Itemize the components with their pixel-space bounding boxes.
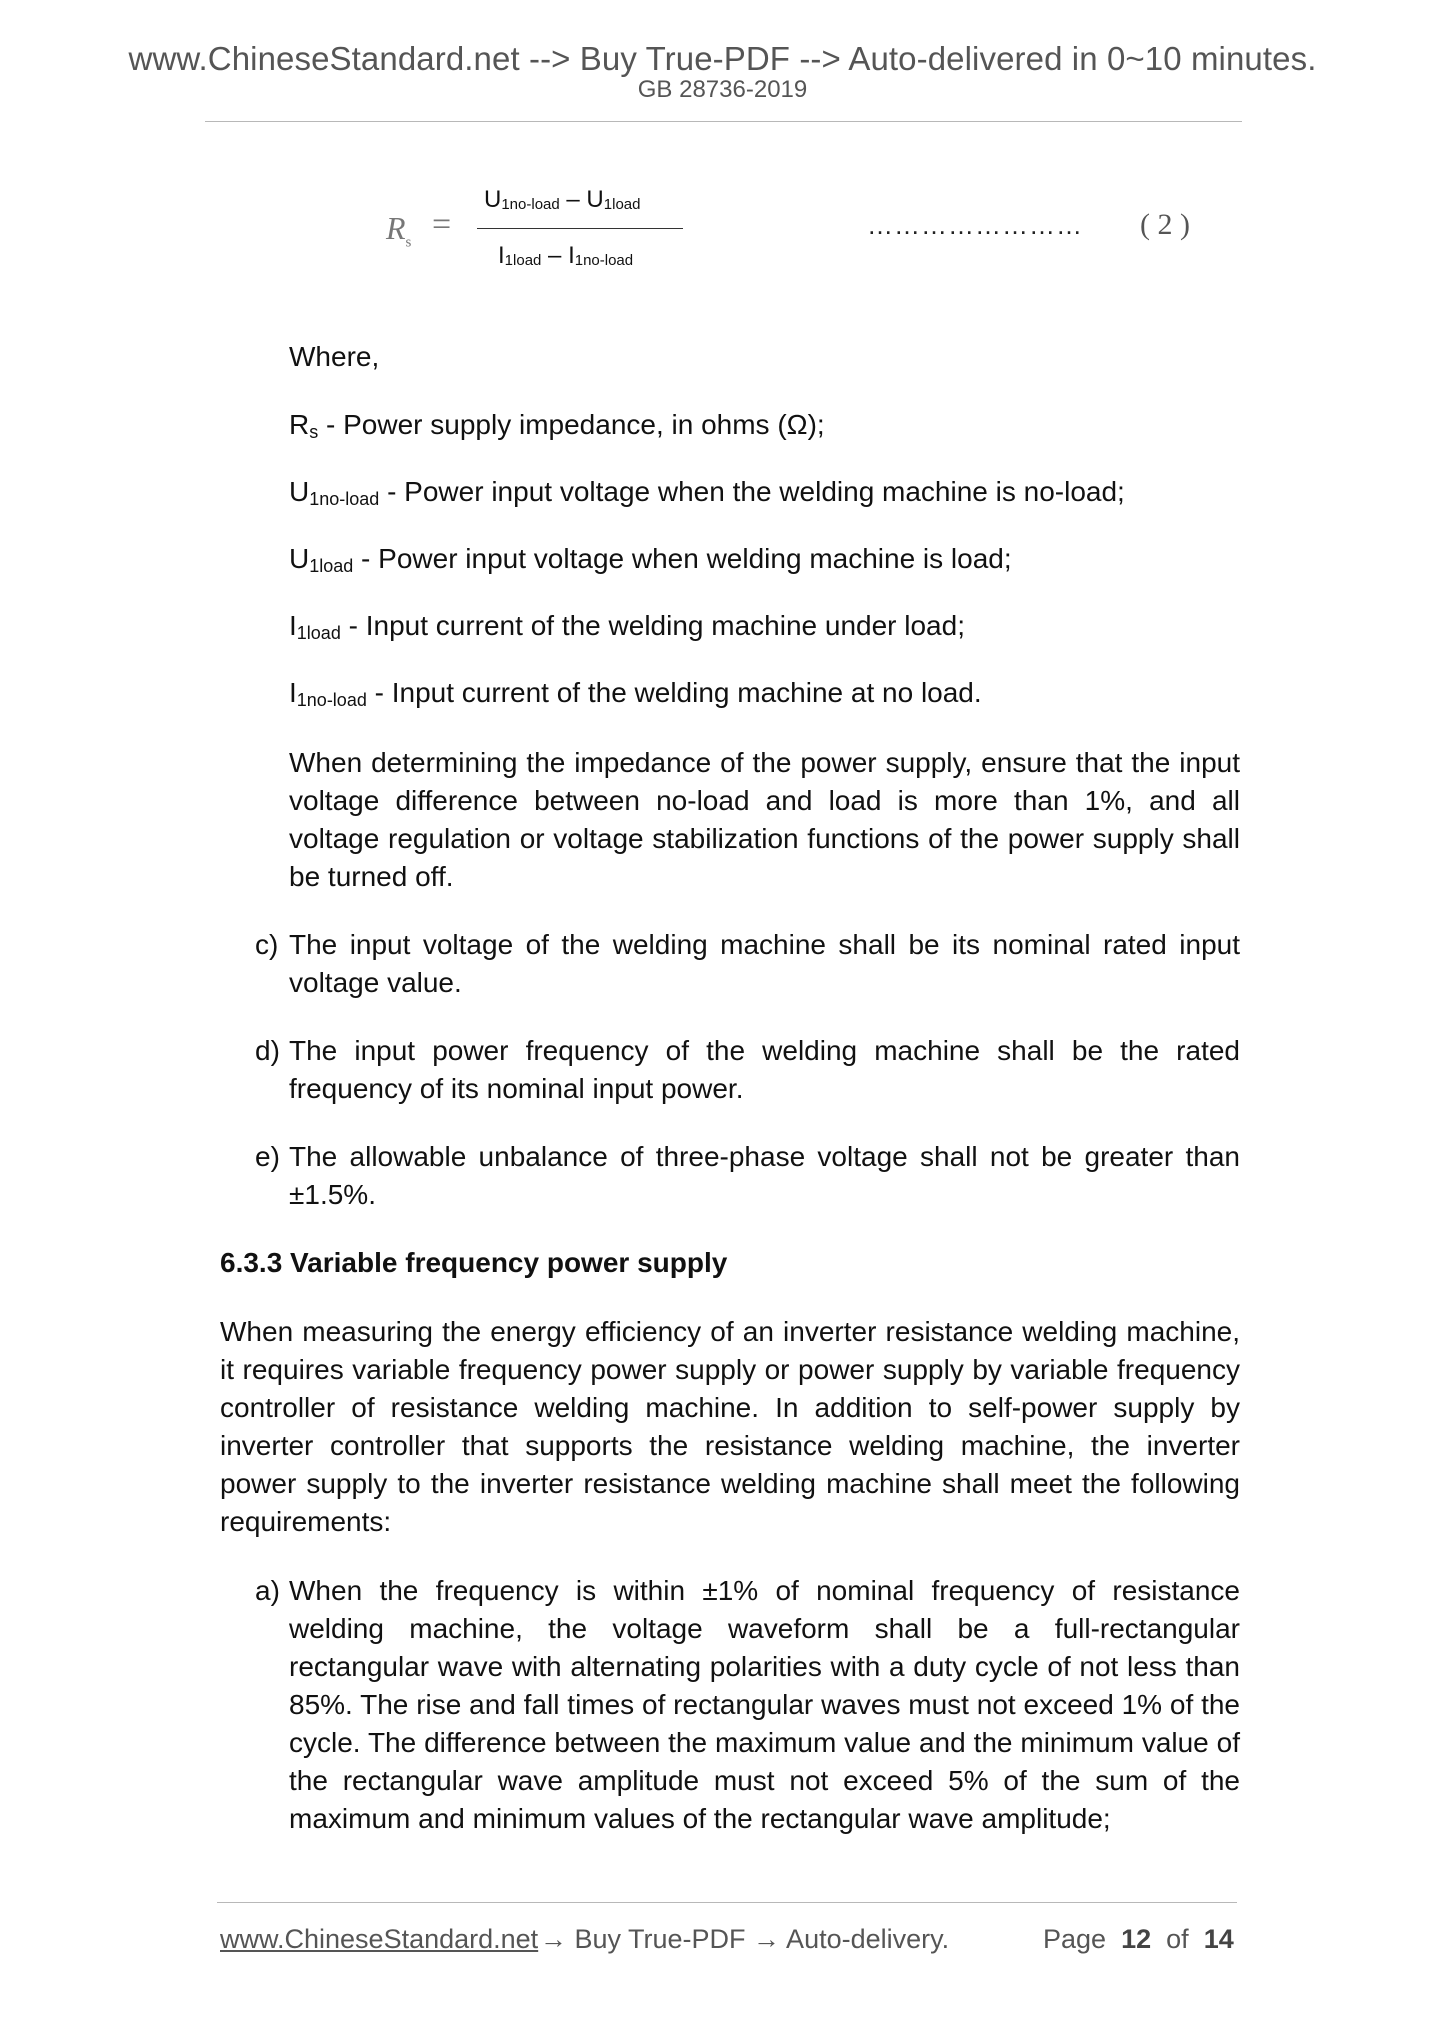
footer-site-link[interactable]: www.ChineseStandard.net [220,1924,539,1954]
fraction-bar [477,228,683,229]
list-item-d [255,1032,1240,1108]
list-label: d) [255,1035,280,1066]
page-indicator: Page 12 of 14 [1043,1924,1234,1954]
list-item-c [255,926,1240,1002]
list-text: The input voltage of the welding machine shall be its nominal rated input voltage value. [289,929,1240,998]
impedance-note: When determining the impedance of the power supply, ensure that the input voltage difference between no-load and load is more than 1%, and all voltage regulation or voltage stabilization functions of the power supply shall be turned off. [289,747,1240,892]
footer-tagline: → Buy True-PDF → Auto-delivery. [540,1924,950,1954]
total-pages: 14 [1203,1924,1234,1954]
footer-divider [217,1902,1237,1903]
list-label: e) [255,1141,280,1172]
formula-leader-dots: …………………… [867,210,1083,240]
standard-number: GB 28736-2019 [637,76,808,103]
list-item-e [255,1138,1240,1214]
current-page: 12 [1121,1924,1152,1954]
definition-u1-load: $U_{1load}$ - Power input voltage when welding machine is load; [289,543,1012,576]
list-text: When the frequency is within ±1% of nominal frequency of resistance welding machine, the voltage waveform shall be a full-rectangular rectangular wave with alternating polarities with a duty cycle of not less than 85%. The rise and fall times of rectangular waves must not exceed 1% of the cycle. The difference between the maximum value and the minimum value of the rectangular wave amplitude must not exceed 5% of the sum of the maximum and minimum values of the rectangular wave amplitude; [289,1575,1240,1834]
definition-i1-no-load: $I_{1no-load}$ - Input current of the welding machine at no load. [289,677,982,710]
list-label: a) [255,1575,280,1606]
definition-i1-load: $I_{1load}$ - Input current of the welding machine under load; [289,610,965,643]
formula-denominator: $I_{1load} - I_{1no-load}$ [498,242,634,269]
list-label: c) [255,929,279,960]
formula-numerator: $U_{1no-load} - U_{1load}$ [484,186,641,213]
section-body: When measuring the energy efficiency of an inverter resistance welding machine, it requires variable frequency power supply or power supply by variable frequency controller of resistance welding machine. In addition to self-power supply by inverter controller that supports the resistance welding machine, the inverter power supply to the inverter resistance welding machine shall meet the following requirements: [220,1316,1240,1537]
where-intro: Where, [289,341,380,372]
definition-rs: $R_s$ - Power supply impedance, in ohms (Ω); [289,409,825,442]
equation-2 [380,180,1240,280]
equation-number: ( 2 ) [1140,208,1190,241]
section-heading: 6.3.3 Variable frequency power supply [220,1247,728,1278]
list-text: The input power frequency of the welding machine shall be the rated frequency of its nominal input power. [289,1035,1240,1104]
formula-equals: = [432,206,452,243]
list-item-a [255,1572,1240,1838]
header-divider [205,121,1242,122]
definition-u1-no-load: $U_{1no-load}$ - Power input voltage when the welding machine is no-load; [289,476,1125,509]
formula-lhs: $R_s$ [386,210,412,251]
header-banner: www.ChineseStandard.net --> Buy True-PDF --> Auto-delivered in 0~10 minutes. [128,40,1317,77]
list-text: The allowable unbalance of three-phase voltage shall not be greater than ±1.5%. [289,1141,1240,1210]
